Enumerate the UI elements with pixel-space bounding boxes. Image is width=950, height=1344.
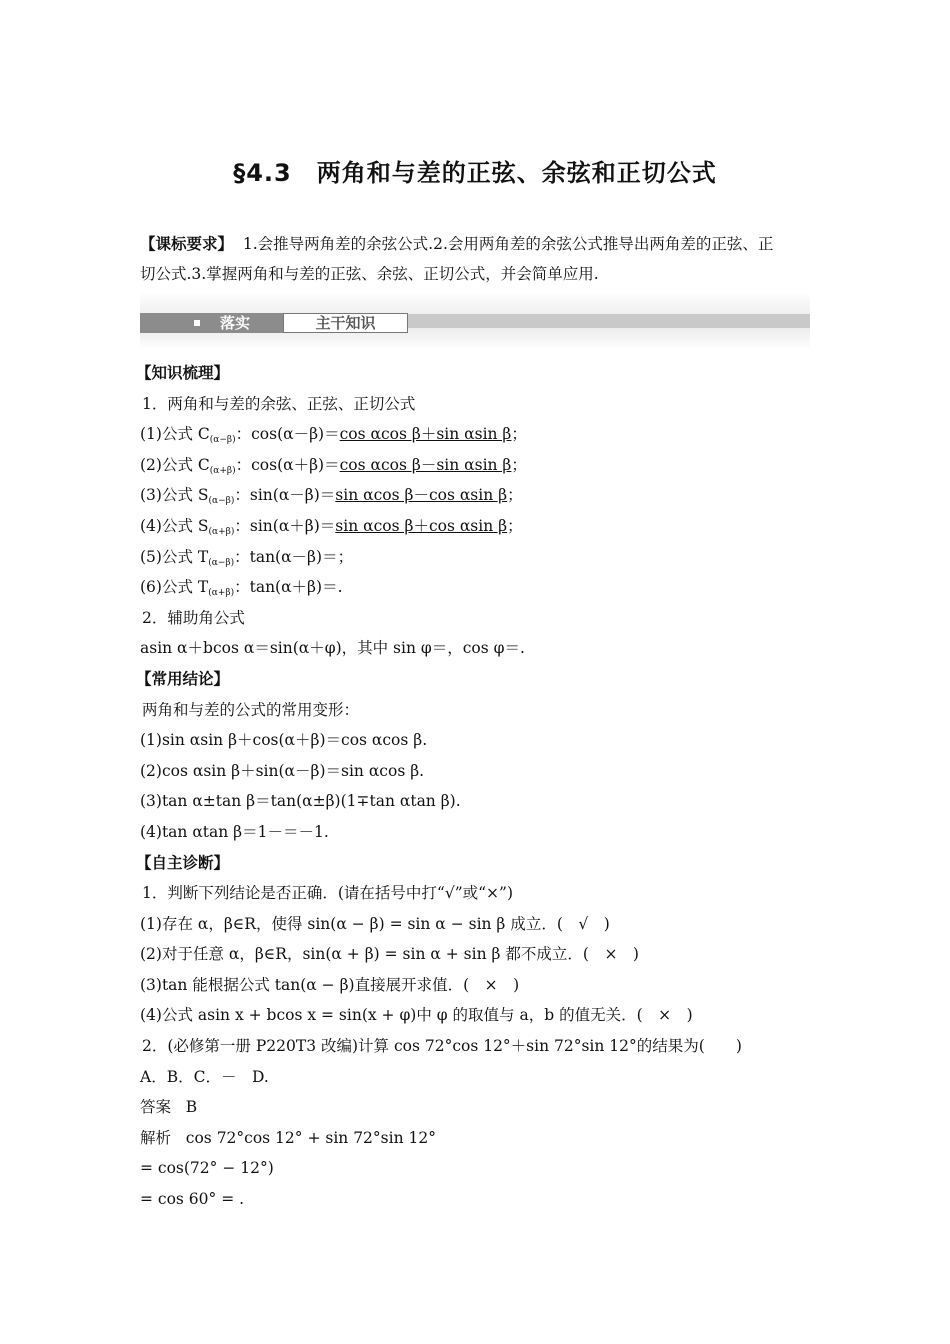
- curriculum-requirements: [140, 229, 812, 289]
- formula-3-prefix: (3)公式 S: [140, 486, 209, 505]
- formula-3-end: ；: [507, 486, 523, 505]
- analysis-line: [140, 1123, 820, 1154]
- diagnosis-heading: 【自主诊断】: [136, 853, 230, 872]
- formula-4-answer: sin αcos β＋cos αsin β: [335, 516, 508, 535]
- formula-3-mid: ：sin(α－β)＝: [234, 486, 336, 505]
- conclusions-heading: 【常用结论】: [136, 669, 230, 688]
- analysis-label: 解析: [140, 1128, 172, 1147]
- answer-line: [140, 1092, 820, 1123]
- analysis-step3: = cos 60° = .: [140, 1190, 245, 1209]
- formula-5-sub: (α−β): [208, 557, 235, 568]
- conclusions-intro: 两角和与差的公式的常用变形：: [142, 700, 360, 719]
- formula-4-mid: ：sin(α＋β)＝: [234, 516, 336, 535]
- judgement-3: (3)tan 能根据公式 tan(α − β)直接展开求值．( × ): [140, 975, 520, 994]
- auxiliary-angle-formula: asin α＋bcos α＝sin(α＋φ)，其中 sin φ＝，cos φ＝.: [140, 639, 525, 658]
- diagnosis-q1: 1．判断下列结论是否正确．(请在括号中打“√”或“×”): [142, 884, 514, 903]
- formula-1-mid: ：cos(α－β)＝: [235, 425, 340, 444]
- banner-dark-tab: [140, 313, 283, 333]
- knowledge-heading: 【知识梳理】: [136, 364, 230, 382]
- conclusion-4: (4)tan αtan β＝1－＝－1.: [140, 822, 329, 841]
- formula-line-5: [140, 542, 820, 573]
- formula-2-mid: ：cos(α＋β)＝: [235, 455, 340, 474]
- knowledge-item1: 1．两角和与差的余弦、正弦、正切公式: [142, 394, 416, 413]
- judgement-2: (2)对于任意 α，β∈R，sin(α + β) = sin α + sin β 都不成立．( × ): [140, 945, 639, 964]
- formula-4-prefix: (4)公式 S: [140, 516, 209, 535]
- judgement-1: (1)存在 α，β∈R，使得 sin(α − β) = sin α − sin β 成立．( √ ): [140, 914, 610, 933]
- main-content: [136, 358, 820, 1215]
- formula-5-mid: ：tan(α－β)＝；: [234, 547, 354, 566]
- formula-3-sub: (α−β): [208, 496, 235, 507]
- requirements-line1: 1.会推导两角差的余弦公式.2.会用两角差的余弦公式推导出两角差的正弦、正: [242, 235, 774, 253]
- formula-5-prefix: (5)公式 T: [140, 547, 209, 566]
- diagnosis-q2: 2．(必修第一册 P220T3 改编)计算 cos 72°cos 12°＋sin 72°sin 12°的结果为( ): [142, 1037, 742, 1056]
- square-bullet-icon: [194, 320, 200, 326]
- formula-line-1: [140, 419, 820, 450]
- conclusion-1: (1)sin αsin β＋cos(α＋β)＝cos αcos β.: [140, 731, 428, 750]
- formula-2-end: ；: [511, 455, 527, 474]
- judgement-4: (4)公式 asin x + bcos x = sin(x + φ)中 φ 的取值与 a，b 的值无关．( × ): [140, 1006, 693, 1025]
- banner-light-tab: 主干知识: [283, 313, 408, 333]
- formula-line-2: [140, 450, 820, 481]
- page-title: §4.3 两角和与差的正弦、余弦和正切公式: [233, 159, 717, 187]
- formula-4-sub: (α+β): [208, 526, 235, 537]
- formula-2-answer: cos αcos β－sin αsin β: [339, 455, 512, 474]
- requirements-label: 【课标要求】: [140, 235, 234, 253]
- answer-options: A．B．C．－ D.: [140, 1067, 269, 1086]
- formula-6-mid: ：tan(α＋β)＝.: [234, 578, 343, 597]
- analysis-step2: = cos(72° − 12°): [140, 1159, 274, 1178]
- formula-line-4: [140, 511, 820, 542]
- analysis-step1: cos 72°cos 12° + sin 72°sin 12°: [185, 1128, 436, 1147]
- answer-label: 答案: [140, 1098, 172, 1117]
- formula-line-3: [140, 480, 820, 511]
- formula-3-answer: sin αcos β－cos αsin β: [335, 486, 508, 505]
- formula-2-sub: (α+β): [209, 465, 236, 476]
- formula-1-sub: (α−β): [209, 435, 236, 446]
- section-banner: [140, 292, 810, 350]
- formula-1-answer: cos αcos β＋sin αsin β: [339, 425, 512, 444]
- formula-line-6: [140, 572, 820, 603]
- formula-1-prefix: (1)公式 C: [140, 425, 210, 444]
- formula-1-end: ；: [511, 425, 527, 444]
- formula-4-end: ；: [507, 516, 523, 535]
- requirements-line2: 切公式.3.掌握两角和与差的正弦、余弦、正切公式，并会简单应用.: [140, 265, 599, 283]
- formula-6-sub: (α+β): [208, 588, 235, 599]
- formula-6-prefix: (6)公式 T: [140, 578, 209, 597]
- conclusion-3: (3)tan α±tan β＝tan(α±β)(1∓tan αtan β).: [140, 792, 461, 811]
- knowledge-item2: 2．辅助角公式: [142, 608, 245, 627]
- answer-value: B: [185, 1098, 198, 1117]
- formula-2-prefix: (2)公式 C: [140, 455, 210, 474]
- conclusion-2: (2)cos αsin β＋sin(α－β)＝sin αcos β.: [140, 761, 425, 780]
- banner-dark-label: 落实: [220, 314, 251, 332]
